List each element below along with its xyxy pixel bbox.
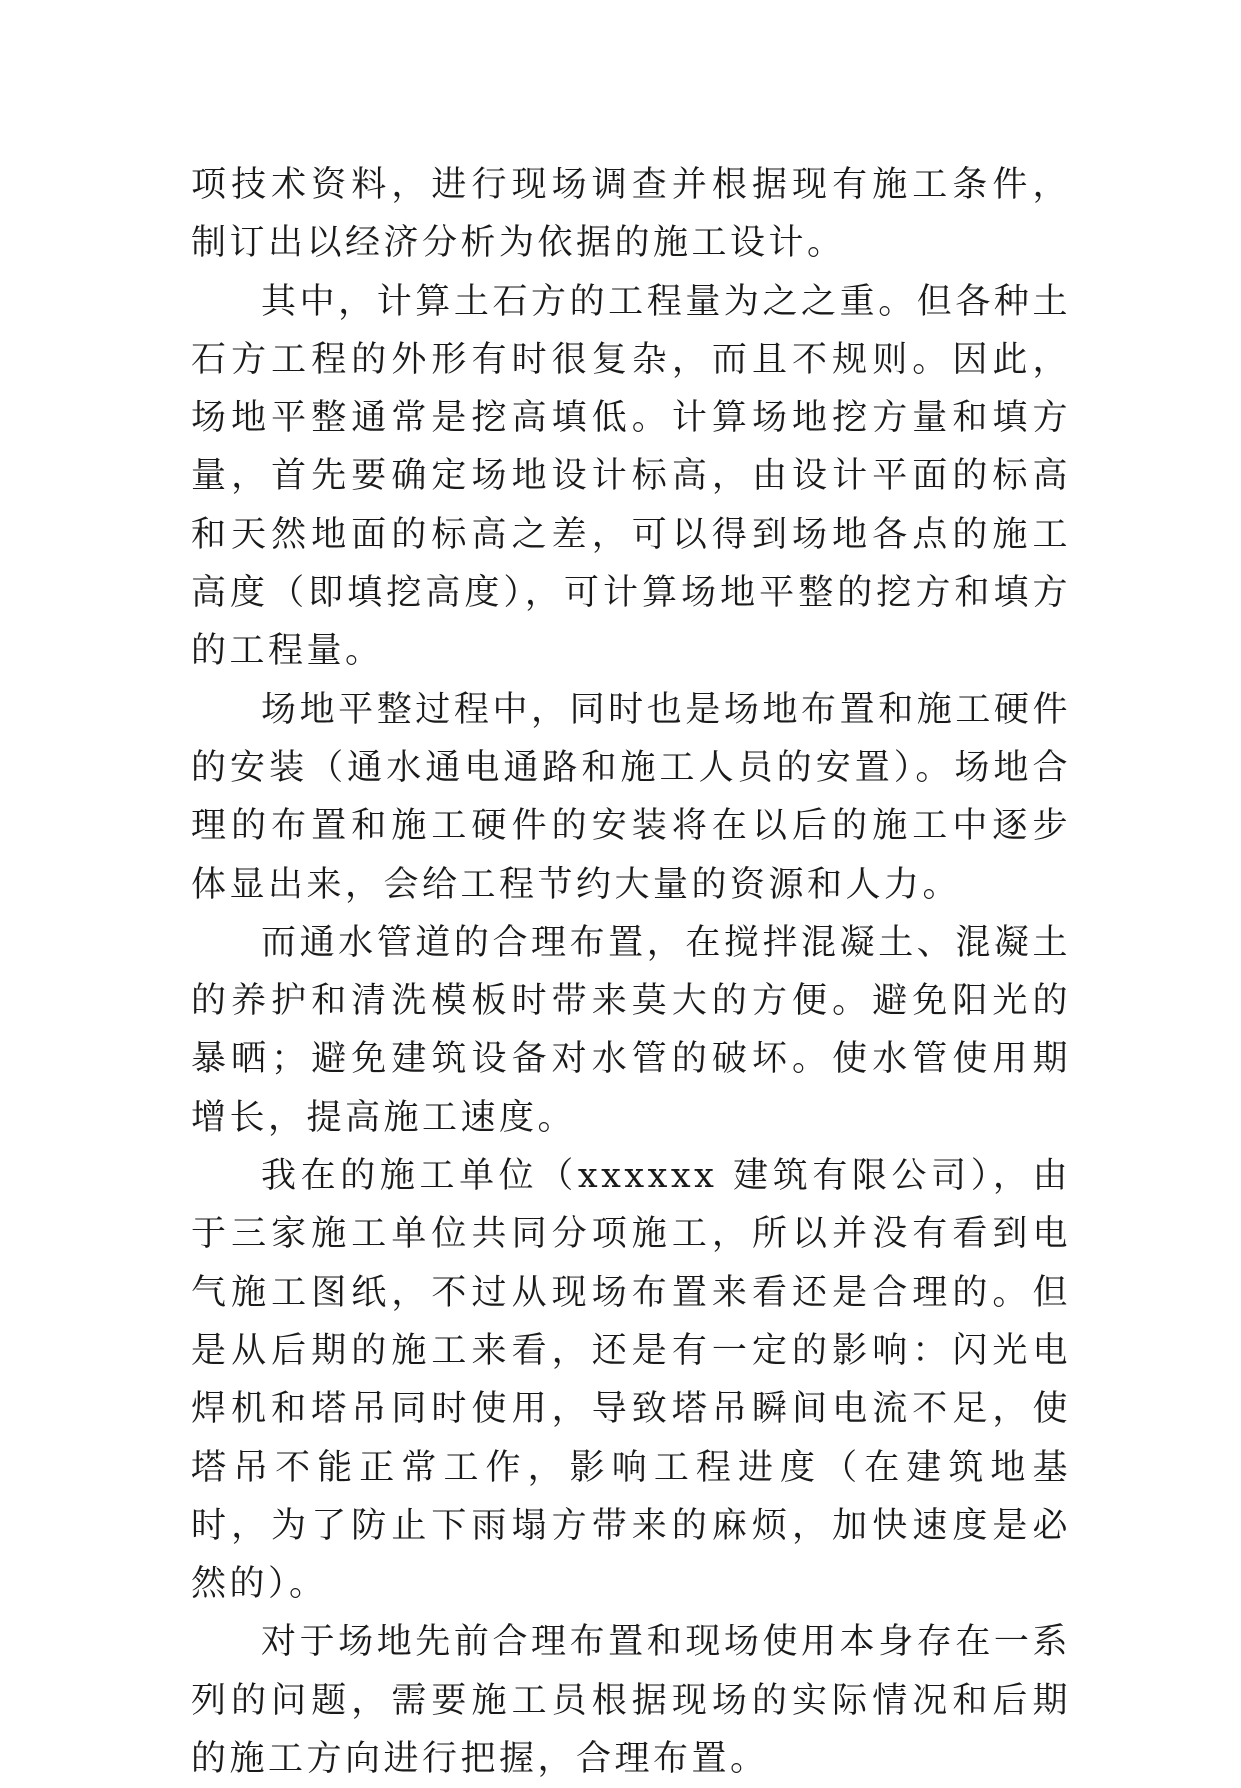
document-body [191,156,1071,1788]
paragraph-site-leveling: 场地平整过程中，同时也是场地布置和施工硬件的安装（通水通电通路和施工人员的安置）。场地合理的布置和施工硬件的安装将在以后的施工中逐步体显出来，会给工程节约大量的资源和人力。 [191,689,1071,905]
paragraph-construction-unit: 我在的施工单位（xxxxxx 建筑有限公司），由于三家施工单位共同分项施工，所以并没有看到电气施工图纸，不过从现场布置来看还是合理的。但是从后期的施工来看，还是有一定的影响：闪光电焊机和塔吊同时使用，导致塔吊瞬间电流不足，使塔吊不能正常工作，影响工程进度（在建筑地基时，为了防止下雨塌方带来的麻烦，加快速度是必然的）。 [191,1156,1071,1605]
paragraph-earthwork-calculation: 其中，计算土石方的工程量为之之重。但各种土石方工程的外形有时很复杂，而且不规则。因此，场地平整通常是挖高填低。计算场地挖方量和填方量，首先要确定场地设计标高，由设计平面的标高和天然地面的标高之差，可以得到场地各点的施工高度（即填挖高度），可计算场地平整的挖方和填方的工程量。 [191,281,1071,672]
paragraph-continued: 项技术资料，进行现场调查并根据现有施工条件，制订出以经济分析为依据的施工设计。 [191,165,1071,264]
paragraph-water-pipes: 而通水管道的合理布置，在搅拌混凝土、混凝土的养护和清洗模板时带来莫大的方便。避免阳光的暴晒；避免建筑设备对水管的破坏。使水管使用期增长，提高施工速度。 [191,922,1071,1138]
paragraph-site-layout-problems: 对于场地先前合理布置和现场使用本身存在一系列的问题，需要施工员根据现场的实际情况和后期的施工方向进行把握，合理布置。 [191,1622,1071,1780]
